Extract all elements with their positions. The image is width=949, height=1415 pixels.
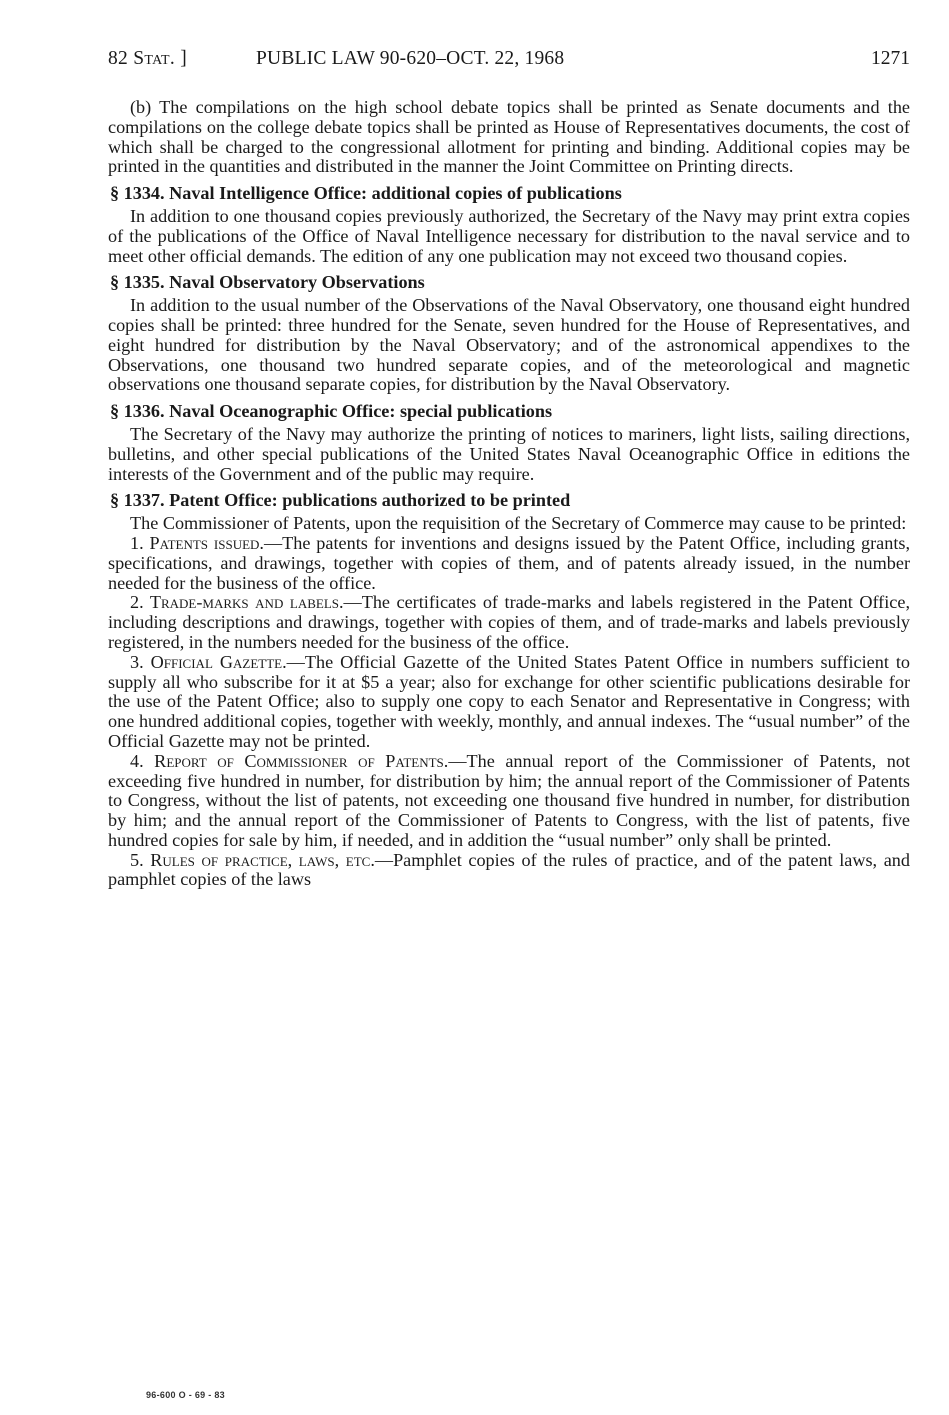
item-lead: 5. Rules of practice, laws, etc. bbox=[130, 849, 375, 870]
section-1335-heading: § 1335. Naval Observatory Observations bbox=[110, 272, 425, 293]
item-trade-marks bbox=[108, 593, 910, 652]
body-text bbox=[108, 98, 910, 890]
item-lead: 1. Patents issued. bbox=[130, 532, 264, 553]
item-rules-of-practice bbox=[108, 851, 910, 891]
intro-paragraph: (b) The compilations on the high school debate topics shall be printed as Senate documents and the compilations on the college debate topics shall be printed as House of Representatives documents, the cost of which shall be charged to the congressional allotment for printing and binding. Additional copies may be printed in the quantities and distributed in the manner the Joint Committee on Printing directs. bbox=[108, 97, 910, 177]
item-lead: 3. Official Gazette. bbox=[130, 651, 287, 672]
item-text: —Pamphlet copies of the rules of practice, and of the patent laws, and pamphlet copies of the laws bbox=[108, 849, 910, 890]
section-1335-paragraph: In addition to the usual number of the Observations of the Naval Observatory, one thousand eight hundred copies shall be printed: three hundred for the Senate, seven hundred for the House of Representatives, and eight hundred for distribution by the Naval Observatory; and of the astronomical appendixes to the Observations, one thousand two hundred separate copies, and of the meteorological and magnetic observations one thousand separate copies, for distribution by the Naval Observatory. bbox=[108, 295, 910, 395]
item-official-gazette bbox=[108, 653, 910, 752]
item-lead: 4. Report of Commissioner of Patents. bbox=[130, 750, 449, 771]
print-code: 96-600 O - 69 - 83 bbox=[146, 1390, 225, 1400]
law-title: PUBLIC LAW 90-620–OCT. 22, 1968 bbox=[256, 48, 565, 69]
item-text: —The annual report of the Commissioner of Patents, not exceeding five hundred in number, for distribution by him; the annual report of the Commissioner of Patents to Congress, without the list of patents, not exceeding one thousand five hundred in number, for distribution by him; and the annual report of the Commissioner of Patents to Congress, with the list of patents, five hundred copies for sale by him, if needed, and in addition the “usual number” only shall be printed. bbox=[108, 750, 911, 850]
item-lead: 2. Trade-marks and labels. bbox=[130, 592, 344, 613]
page bbox=[108, 48, 910, 890]
running-head bbox=[108, 48, 910, 74]
statute-reference: 82 Stat. ] bbox=[108, 48, 188, 69]
item-patents-issued bbox=[108, 534, 910, 593]
section-1334-heading: § 1334. Naval Intelligence Office: additional copies of publications bbox=[110, 183, 622, 204]
item-text: —The Official Gazette of the United States Patent Office in numbers sufficient to supply all who subscribe for it at $5 a year; also for exchange for other scientific publications desirable for the use of the Patent Office; also to supply one copy to each Senator and Representative in Congress; with one hundred additional copies, together with weekly, monthly, and annual indexes. The “usual number” of the Official Gazette may not be printed. bbox=[108, 651, 911, 751]
item-report-commissioner bbox=[108, 752, 910, 851]
section-1337-intro: The Commissioner of Patents, upon the requisition of the Secretary of Commerce may cause to be printed: bbox=[130, 513, 907, 534]
section-1337-heading: § 1337. Patent Office: publications authorized to be printed bbox=[110, 490, 571, 511]
item-text: —The patents for inventions and designs issued by the Patent Office, including grants, specifications, and drawings, together with copies of them, and of patents already issued, in the number needed for the business of the office. bbox=[108, 532, 911, 593]
section-1336-paragraph: The Secretary of the Navy may authorize the printing of notices to mariners, light lists, sailing directions, bulletins, and other special publications of the United States Naval Oceanographic Office in editions the interests of the Government and of the public may require. bbox=[108, 423, 910, 484]
section-1334-paragraph: In addition to one thousand copies previously authorized, the Secretary of the Navy may print extra copies of the publications of the Office of Naval Intelligence necessary for distribution to the naval service and to meet other official demands. The edition of any one publication may not exceed two thousand copies. bbox=[108, 205, 910, 266]
section-1336-heading: § 1336. Naval Oceanographic Office: special publications bbox=[110, 401, 553, 422]
item-text: —The certificates of trade-marks and labels registered in the Patent Office, including descriptions and drawings, together with copies of them, and of trade-marks and labels previously registered, in the numbers needed for the business of the office. bbox=[108, 592, 910, 652]
page-number: 1271 bbox=[871, 48, 910, 69]
